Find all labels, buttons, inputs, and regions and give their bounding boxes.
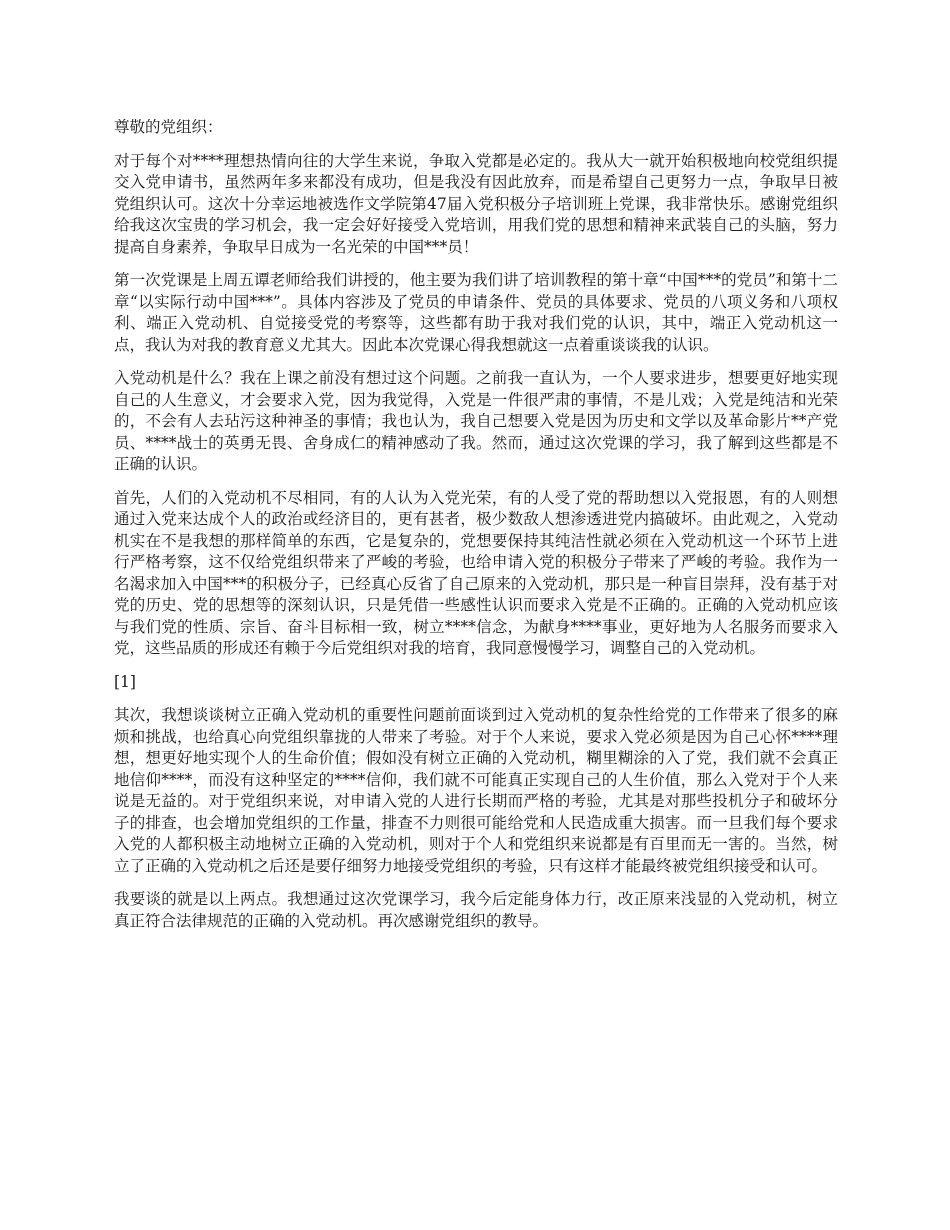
footnote-marker: [1] bbox=[114, 672, 136, 691]
greeting: 尊敬的党组织： bbox=[114, 118, 223, 136]
paragraph-firstly: 首先，人们的入党动机不尽相同，有的人认为入党光荣，有的人受了党的帮助想以入党报恩，有的人则想通过入党来达成个人的政治或经济目的，更有甚者，极少数敌人想渗透进党内搞破坏。由此观之，入党动机实在不是我想的那样简单的东西，它是复杂的，党想要保持其纯洁性就必须在入党动机这一个环节上进行严格考察，这不仅给党组织带来了严峻的考验，也给申请入党的积极分子带来了严峻的考验。我作为一名渴求加入中国***的积极分子，已经真心反省了自己原来的入党动机，那只是一种盲目崇拜，没有基于对党的历史、党的思想等的深刻认识，只是凭借一些感性认识而要求入党是不正确的。正确的入党动机应该与我们党的性质、宗旨、奋斗目标相一致，树立****信念，为献身****事业，更好地为人名服务而要求入党，这些品质的形成还有赖于今后党组织对我的培育，我同意慢慢学习，调整自己的入党动机。 bbox=[114, 488, 838, 657]
paragraph-secondly: 其次，我想谈谈树立正确入党动机的重要性问题前面谈到过入党动机的复杂性给党的工作带来了很多的麻烦和挑战，也给真心向党组织靠拢的人带来了考验。对于个人来说，要求入党必须是因为自己心怀****理想，想更好地实现个人的生命价值；假如没有树立正确的入党动机，糊里糊涂的入了党，我们就不会真正地信仰****，而没有这种坚定的****信仰，我们就不可能真正实现自己的人生价值，那么入党对于个人来说是无益的。对于党组织来说，对申请入党的人进行长期而严格的考验，尤其是对那些投机分子和破坏分子的排查，也会增加党组织的工作量，排查不力则很可能给党和人民造成重大损害。而一旦我们每个要求入党的人都积极主动地树立正确的入党动机，则对于个人和党组织来说都是有百里而无一害的。当然，树立了正确的入党动机之后还是要仔细努力地接受党组织的考验，只有这样才能最终被党组织接受和认可。 bbox=[114, 706, 838, 875]
paragraph-motive-question: 入党动机是什么？我在上课之前没有想过这个问题。之前我一直认为，一个人要求进步，想要更好地实现自己的人生意义，才会要求入党，因为我觉得，入党是一件很严肃的事情，不是儿戏；入党是纯洁和光荣的，不会有人去玷污这种神圣的事情；我也认为，我自己想要入党是因为历史和文学以及革命影片**产党员、****战士的英勇无畏、舍身成仁的精神感动了我。然而，通过这次党课的学习，我了解到这些都是不正确的认识。 bbox=[114, 369, 838, 473]
paragraph-intro: 对于每个对****理想热情向往的大学生来说，争取入党都是必定的。我从大一就开始积极地向校党组织提交入党申请书，虽然两年多来都没有成功，但是我没有因此放弃，而是希望自己更努力一点，争取早日被党组织认可。这次十分幸运地被选作文学院第47届入党积极分子培训班上党课，我非常快乐。感谢党组织给我这次宝贵的学习机会，我一定会好好接受入党培训，用我们党的思想和精神来武装自己的头脑，努力提高自身素养，争取早日成为一名光荣的中国***员！ bbox=[114, 151, 838, 256]
document-body bbox=[114, 117, 838, 944]
paragraph-first-lesson: 第一次党课是上周五谭老师给我们讲授的，他主要为我们讲了培训教程的第十章“中国***的党员”和第十二章“以实际行动中国***”。具体内容涉及了党员的申请条件、党员的具体要求、党员的八项义务和八项权利、端正入党动机、自觉接受党的考察等，这些都有助于我对我们党的认识，其中，端正入党动机这一点，我认为对我的教育意义尤其大。因此本次党课心得我想就这一点着重谈谈我的认识。 bbox=[114, 271, 838, 354]
paragraph-conclusion: 我要谈的就是以上两点。我想通过这次党课学习，我今后定能身体力行，改正原来浅显的入党动机，树立真正符合法律规范的正确的入党动机。再次感谢党组织的教导。 bbox=[114, 890, 838, 930]
